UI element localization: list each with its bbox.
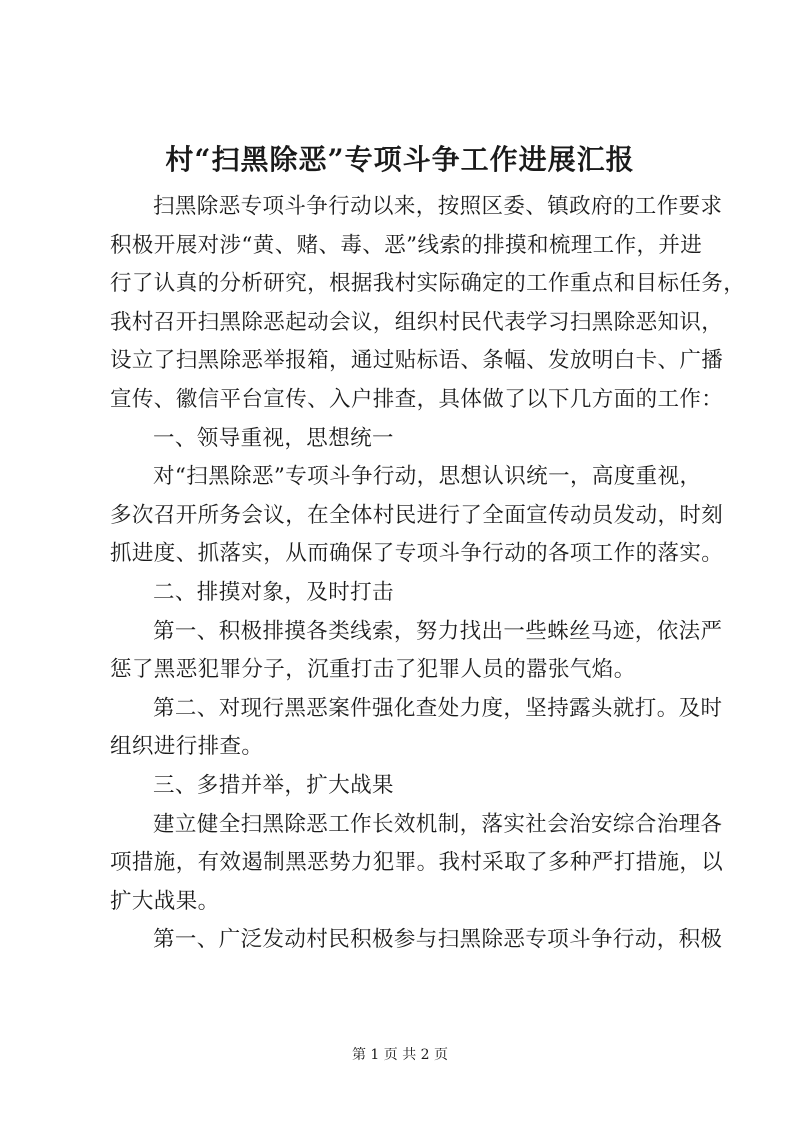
paragraph-line: 行了认真的分析研究，根据我村实际确定的工作重点和目标任务，: [110, 271, 746, 297]
paragraph-line: 积极开展对涉“黄、赌、毒、恶”线索的排摸和梳理工作，并进: [110, 232, 703, 258]
paragraph-line: 扫黑除恶专项斗争行动以来，按照区委、镇政府的工作要求: [153, 194, 723, 219]
paragraph-line: 对“扫黑除恶”专项斗争行动，思想认识统一，高度重视，: [153, 464, 702, 490]
paragraph-line: 我村召开扫黑除恶起动会议，组织村民代表学习扫黑除恶知识，: [110, 309, 724, 335]
paragraph-line: 惩了黑恶犯罪分子，沉重打击了犯罪人员的嚣张气焰。: [110, 657, 636, 683]
paragraph-line: 第一、广泛发动村民积极参与扫黑除恶专项斗争行动，积极: [153, 927, 723, 953]
section-heading: 二、排摸对象，及时打击: [153, 579, 394, 605]
paragraph-line: 项措施，有效遏制黑恶势力犯罪。我村采取了多种严打措施，以: [110, 850, 724, 876]
document-body: [110, 188, 746, 960]
paragraph-line: 第一、积极排摸各类线索，努力找出一些蛛丝马迹，依法严: [153, 618, 723, 644]
section-heading: 三、多措并举，扩大战果: [153, 772, 394, 798]
paragraph-line: 建立健全扫黑除恶工作长效机制，落实社会治安综合治理各: [153, 811, 723, 837]
document-title: 村“扫黑除恶”专项斗争工作进展汇报: [165, 143, 635, 176]
paragraph-line: 设立了扫黑除恶举报箱，通过贴标语、条幅、发放明白卡、广播: [110, 348, 724, 374]
page-footer: 第 1 页 共 2 页: [351, 1047, 449, 1063]
paragraph-line: 组织进行排查。: [110, 734, 264, 760]
section-heading: 一、领导重视，思想统一: [153, 425, 394, 451]
paragraph-line: 宣传、徽信平台宣传、入户排查，具体做了以下几方面的工作：: [110, 386, 724, 412]
paragraph-line: 第二、对现行黑恶案件强化查处力度，坚持露头就打。及时: [153, 695, 723, 721]
paragraph-line: 抓进度、抓落实，从而确保了专项斗争行动的各项工作的落实。: [110, 541, 724, 567]
paragraph-line: 扩大战果。: [110, 888, 220, 914]
paragraph-line: 多次召开所务会议，在全体村民进行了全面宣传动员发动，时刻: [110, 502, 724, 528]
